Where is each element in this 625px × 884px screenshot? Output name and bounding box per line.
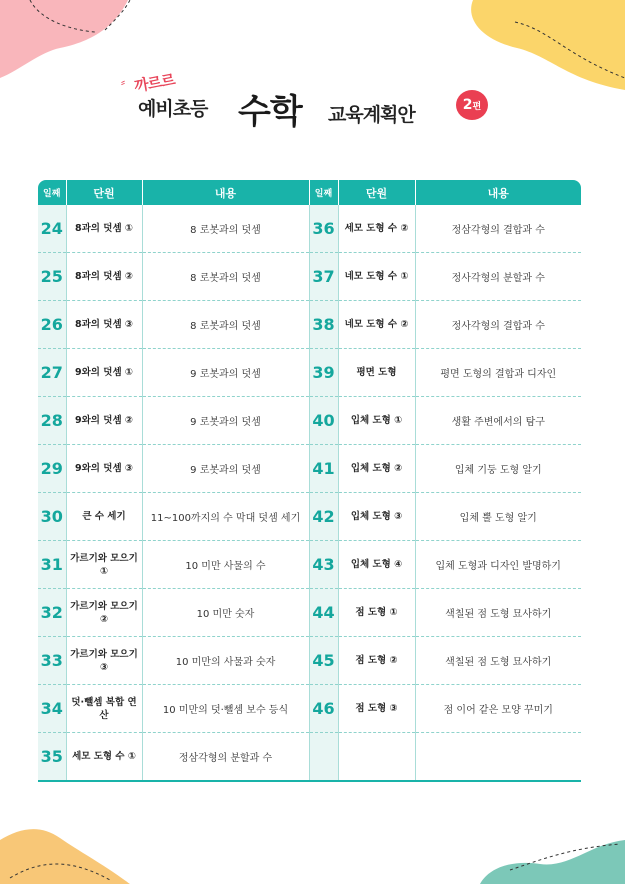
header-unit-right: 단원 xyxy=(338,180,415,205)
volume-suffix: 편 xyxy=(472,102,482,112)
unit-cell: 네모 도형 수 ② xyxy=(338,301,415,349)
content-cell: 10 미만의 덧·뺄셈 보수 등식 xyxy=(142,685,309,733)
unit-cell: 가르기와 모으기 ② xyxy=(66,589,142,637)
header-unit-left: 단원 xyxy=(66,180,142,205)
table-row xyxy=(38,445,581,493)
unit-cell: 8과의 덧셈 ③ xyxy=(66,301,142,349)
schedule-table xyxy=(38,180,581,782)
unit-cell: 큰 수 세기 xyxy=(66,493,142,541)
table-row xyxy=(38,493,581,541)
table-row xyxy=(38,205,581,253)
day-cell: 25 xyxy=(38,253,66,301)
unit-cell xyxy=(338,733,415,782)
content-cell: 9 로봇과의 덧셈 xyxy=(142,397,309,445)
header-day-right: 일째 xyxy=(309,180,338,205)
content-cell: 9 로봇과의 덧셈 xyxy=(142,445,309,493)
content-cell: 9 로봇과의 덧셈 xyxy=(142,349,309,397)
content-cell: 8 로봇과의 덧셈 xyxy=(142,301,309,349)
content-cell: 정사각형의 분할과 수 xyxy=(415,253,581,301)
unit-cell: 입체 도형 ③ xyxy=(338,493,415,541)
unit-cell: 세모 도형 수 ② xyxy=(338,205,415,253)
unit-cell: 가르기와 모으기 ③ xyxy=(66,637,142,685)
content-cell: 점 이어 같은 모양 꾸미기 xyxy=(415,685,581,733)
unit-cell: 9와의 덧셈 ① xyxy=(66,349,142,397)
table-row xyxy=(38,541,581,589)
day-cell: 33 xyxy=(38,637,66,685)
table-row xyxy=(38,589,581,637)
table-row xyxy=(38,253,581,301)
day-cell: 36 xyxy=(309,205,338,253)
unit-cell: 네모 도형 수 ① xyxy=(338,253,415,301)
title-plan: 교육계획안 xyxy=(328,104,415,126)
content-cell: 생활 주변에서의 탐구 xyxy=(415,397,581,445)
unit-cell: 입체 도형 ② xyxy=(338,445,415,493)
header-content-right: 내용 xyxy=(415,180,581,205)
unit-cell: 입체 도형 ① xyxy=(338,397,415,445)
content-cell: 10 미만 사물의 수 xyxy=(142,541,309,589)
day-cell: 43 xyxy=(309,541,338,589)
unit-cell: 점 도형 ③ xyxy=(338,685,415,733)
content-cell: 8 로봇과의 덧셈 xyxy=(142,205,309,253)
pink-blob-top-left xyxy=(0,0,140,80)
unit-cell: 가르기와 모으기 ① xyxy=(66,541,142,589)
day-cell: 26 xyxy=(38,301,66,349)
content-cell: 정삼각형의 결합과 수 xyxy=(415,205,581,253)
day-cell xyxy=(309,733,338,782)
day-cell: 35 xyxy=(38,733,66,782)
unit-cell: 점 도형 ① xyxy=(338,589,415,637)
orange-blob-bottom-left xyxy=(0,820,150,884)
table-row xyxy=(38,685,581,733)
unit-cell: 8과의 덧셈 ① xyxy=(66,205,142,253)
day-cell: 41 xyxy=(309,445,338,493)
table-row xyxy=(38,397,581,445)
content-cell: 입체 뿔 도형 알기 xyxy=(415,493,581,541)
day-cell: 34 xyxy=(38,685,66,733)
unit-cell: 점 도형 ② xyxy=(338,637,415,685)
unit-cell: 입체 도형 ④ xyxy=(338,541,415,589)
content-cell: 정사각형의 결합과 수 xyxy=(415,301,581,349)
title-subject: 수학 xyxy=(238,92,302,132)
green-blob-bottom-right xyxy=(470,830,625,884)
table-row xyxy=(38,301,581,349)
content-cell: 색칠된 점 도형 묘사하기 xyxy=(415,637,581,685)
content-cell: 색칠된 점 도형 묘사하기 xyxy=(415,589,581,637)
page-title xyxy=(118,72,518,142)
content-cell: 10 미만 숫자 xyxy=(142,589,309,637)
day-cell: 31 xyxy=(38,541,66,589)
content-cell: 입체 기둥 도형 알기 xyxy=(415,445,581,493)
table-header-row xyxy=(38,180,581,205)
content-cell: 11~100까지의 수 막대 덧셈 세기 xyxy=(142,493,309,541)
content-cell: 8 로봇과의 덧셈 xyxy=(142,253,309,301)
day-cell: 46 xyxy=(309,685,338,733)
table-row xyxy=(38,637,581,685)
spark-icon: ⸗ xyxy=(121,75,125,89)
table-row xyxy=(38,733,581,782)
unit-cell: 9와의 덧셈 ② xyxy=(66,397,142,445)
day-cell: 45 xyxy=(309,637,338,685)
unit-cell: 9와의 덧셈 ③ xyxy=(66,445,142,493)
content-cell: 평면 도형의 결합과 디자인 xyxy=(415,349,581,397)
unit-cell: 덧·뺄셈 복합 연산 xyxy=(66,685,142,733)
day-cell: 28 xyxy=(38,397,66,445)
day-cell: 40 xyxy=(309,397,338,445)
day-cell: 32 xyxy=(38,589,66,637)
content-cell: 10 미만의 사물과 숫자 xyxy=(142,637,309,685)
brand-small-text: 까르르 xyxy=(132,70,176,96)
day-cell: 38 xyxy=(309,301,338,349)
day-cell: 29 xyxy=(38,445,66,493)
day-cell: 24 xyxy=(38,205,66,253)
volume-number: 2 xyxy=(462,97,473,113)
unit-cell: 세모 도형 수 ① xyxy=(66,733,142,782)
header-content-left: 내용 xyxy=(142,180,309,205)
day-cell: 27 xyxy=(38,349,66,397)
day-cell: 30 xyxy=(38,493,66,541)
day-cell: 42 xyxy=(309,493,338,541)
content-cell xyxy=(415,733,581,782)
title-prefix: 예비초등 xyxy=(138,98,208,120)
table-row xyxy=(38,349,581,397)
header-day-left: 일째 xyxy=(38,180,66,205)
content-cell: 입체 도형과 디자인 발명하기 xyxy=(415,541,581,589)
day-cell: 39 xyxy=(309,349,338,397)
day-cell: 37 xyxy=(309,253,338,301)
day-cell: 44 xyxy=(309,589,338,637)
unit-cell: 평면 도형 xyxy=(338,349,415,397)
volume-badge xyxy=(456,90,488,120)
unit-cell: 8과의 덧셈 ② xyxy=(66,253,142,301)
content-cell: 정삼각형의 분할과 수 xyxy=(142,733,309,782)
